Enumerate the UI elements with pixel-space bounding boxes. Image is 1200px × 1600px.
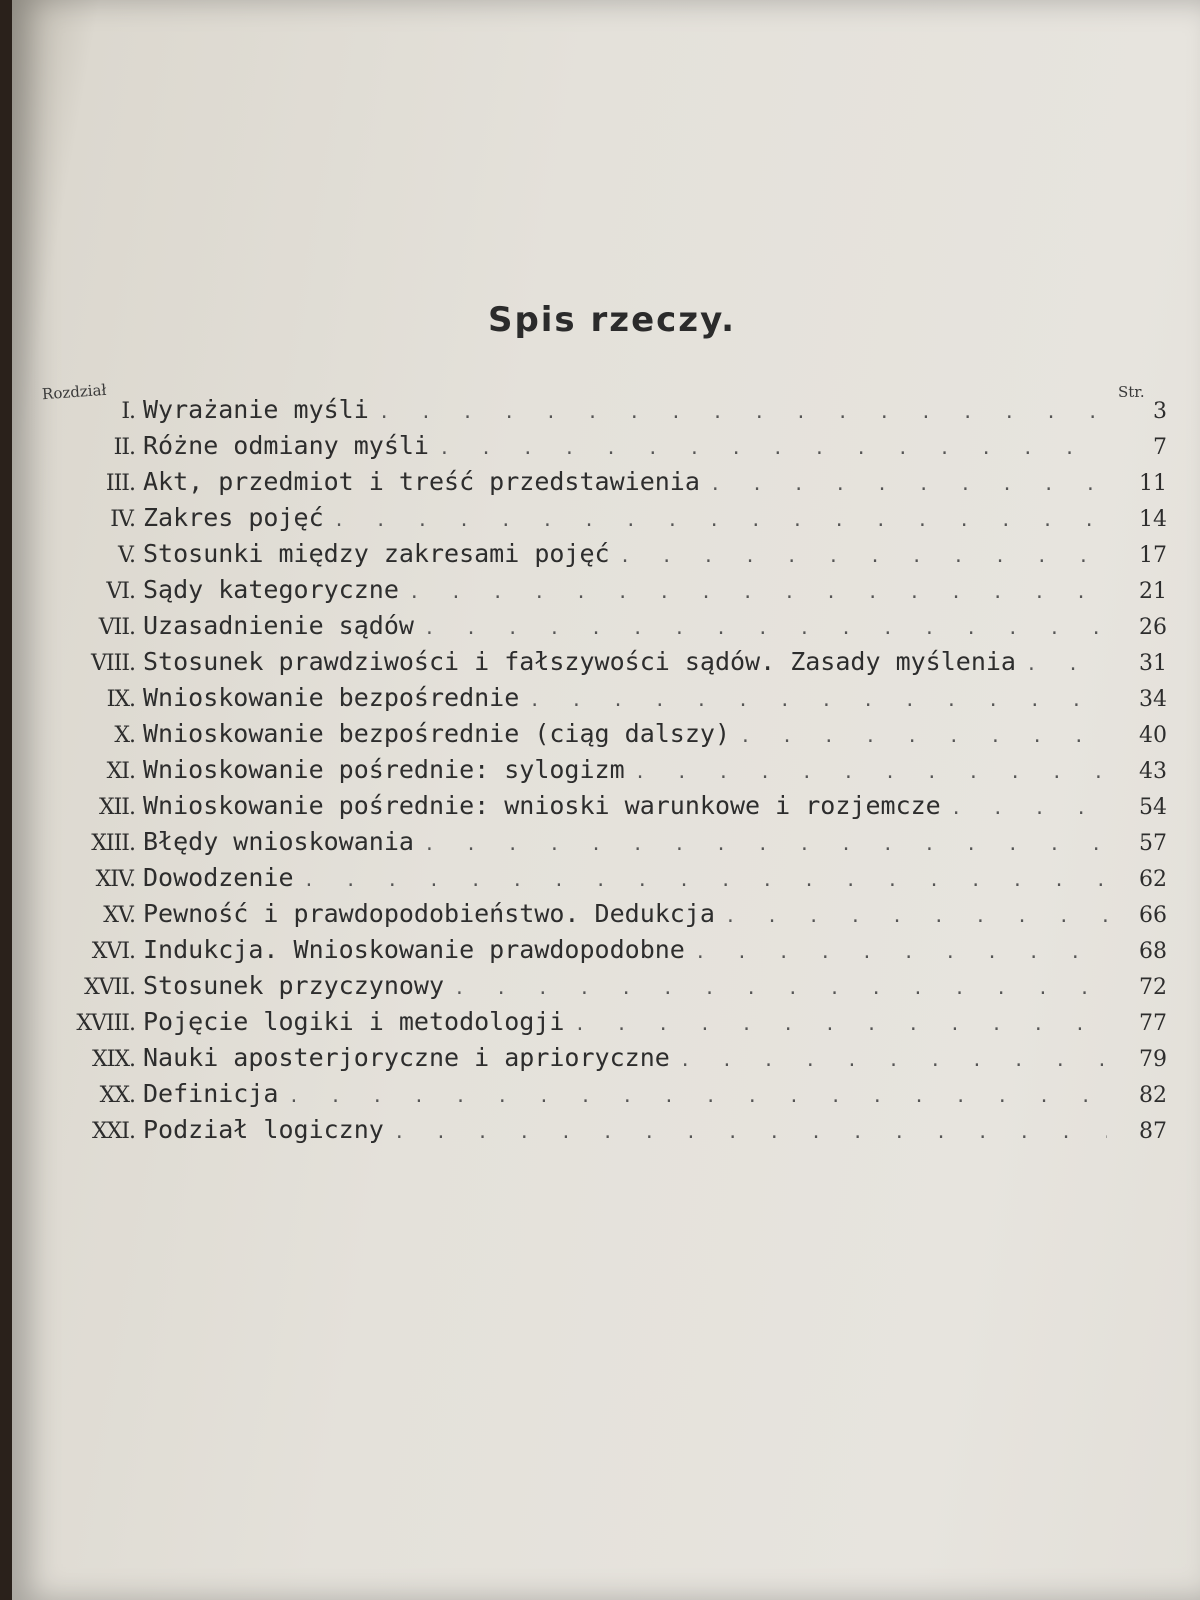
chapter-title: Zakres pojęć bbox=[143, 503, 324, 532]
page-number: 34 bbox=[1139, 687, 1167, 712]
dot-leader bbox=[620, 546, 1107, 567]
chapter-title: Indukcja. Wnioskowanie prawdopodobne bbox=[143, 935, 685, 964]
chapter-title: Uzasadnienie sądów bbox=[143, 611, 414, 640]
toc-entry bbox=[67, 395, 1167, 431]
chapter-number: II. bbox=[113, 435, 135, 460]
dot-leader bbox=[680, 1050, 1107, 1071]
page-number: 77 bbox=[1139, 1011, 1167, 1036]
toc-entry bbox=[67, 971, 1167, 1007]
page-number: 43 bbox=[1139, 759, 1167, 784]
dot-leader bbox=[574, 1014, 1107, 1035]
page-number: 68 bbox=[1139, 939, 1167, 964]
dot-leader bbox=[695, 942, 1107, 963]
toc-entry bbox=[67, 1115, 1167, 1151]
toc-entry bbox=[67, 1043, 1167, 1079]
toc-entry bbox=[67, 611, 1167, 647]
chapter-number: XIV. bbox=[95, 867, 135, 892]
page-number: 26 bbox=[1139, 615, 1167, 640]
chapter-title: Pewność i prawdopodobieństwo. Dedukcja bbox=[143, 899, 715, 928]
toc-entry bbox=[67, 683, 1167, 719]
page-number: 62 bbox=[1139, 867, 1167, 892]
dot-leader bbox=[409, 582, 1107, 603]
toc-entry bbox=[67, 1007, 1167, 1043]
chapter-number: XVI. bbox=[91, 939, 135, 964]
dot-leader bbox=[710, 474, 1107, 495]
chapter-title: Wnioskowanie bezpośrednie (ciąg dalszy) bbox=[143, 719, 730, 748]
page-number: 82 bbox=[1139, 1083, 1167, 1108]
chapter-title: Podział logiczny bbox=[143, 1115, 384, 1144]
page-number: 14 bbox=[1139, 507, 1167, 532]
chapter-number: III. bbox=[105, 471, 135, 496]
dot-leader bbox=[1026, 654, 1107, 675]
chapter-number: IV. bbox=[110, 507, 135, 532]
chapter-title: Dowodzenie bbox=[143, 863, 294, 892]
page-number: 31 bbox=[1139, 651, 1167, 676]
page-number: 40 bbox=[1139, 723, 1167, 748]
chapter-title: Stosunek prawdziwości i fałszywości sądów. Zasady myślenia bbox=[143, 647, 1016, 676]
page-number: 11 bbox=[1139, 471, 1167, 496]
chapter-number: XII. bbox=[98, 795, 135, 820]
dot-leader bbox=[394, 1122, 1107, 1143]
chapter-title: Definicja bbox=[143, 1079, 279, 1108]
toc-entry bbox=[67, 467, 1167, 503]
dot-leader bbox=[529, 690, 1107, 711]
toc-entry bbox=[67, 575, 1167, 611]
toc-entry bbox=[67, 863, 1167, 899]
toc-entry bbox=[67, 755, 1167, 791]
chapter-title: Nauki aposterjoryczne i aprioryczne bbox=[143, 1043, 670, 1072]
chapter-number: V. bbox=[117, 543, 135, 568]
chapter-number: XX. bbox=[99, 1083, 135, 1108]
dot-leader bbox=[424, 618, 1107, 639]
chapter-number: XV. bbox=[103, 903, 135, 928]
chapter-column-label: Rozdział bbox=[41, 380, 107, 404]
chapter-title: Akt, przedmiot i treść przedstawienia bbox=[143, 467, 700, 496]
chapter-number: XVIII. bbox=[76, 1011, 135, 1036]
page-column-label: Str. bbox=[1118, 383, 1145, 401]
chapter-title: Wnioskowanie pośrednie: wnioski warunkowe i rozjemcze bbox=[143, 791, 941, 820]
chapter-number: XVII. bbox=[84, 975, 135, 1000]
chapter-title: Różne odmiany myśli bbox=[143, 431, 429, 460]
dot-leader bbox=[424, 834, 1107, 855]
toc-entry bbox=[67, 539, 1167, 575]
page-number: 7 bbox=[1153, 435, 1167, 460]
toc-entry bbox=[67, 935, 1167, 971]
page-number: 54 bbox=[1139, 795, 1167, 820]
page-number: 79 bbox=[1139, 1047, 1167, 1072]
chapter-title: Stosunek przyczynowy bbox=[143, 971, 445, 1000]
chapter-title: Błędy wnioskowania bbox=[143, 827, 414, 856]
toc-entry bbox=[67, 431, 1167, 467]
page-number: 66 bbox=[1139, 903, 1167, 928]
book-page bbox=[12, 0, 1200, 1600]
chapter-number: XIII. bbox=[91, 831, 135, 856]
toc-entry bbox=[67, 1079, 1167, 1115]
dot-leader bbox=[304, 870, 1107, 891]
toc-entry bbox=[67, 791, 1167, 827]
chapter-title: Pojęcie logiki i metodologji bbox=[143, 1007, 565, 1036]
chapter-number: XIX. bbox=[91, 1047, 135, 1072]
chapter-title: Wnioskowanie bezpośrednie bbox=[143, 683, 520, 712]
dot-leader bbox=[439, 438, 1107, 459]
chapter-number: VII. bbox=[98, 615, 135, 640]
dot-leader bbox=[454, 978, 1107, 999]
page-title: Spis rzeczy. bbox=[487, 300, 737, 340]
dot-leader bbox=[288, 1086, 1107, 1107]
chapter-number: X. bbox=[114, 723, 135, 748]
page-number: 57 bbox=[1139, 831, 1167, 856]
toc-entry bbox=[67, 503, 1167, 539]
toc-entry bbox=[67, 899, 1167, 935]
chapter-title: Wnioskowanie pośrednie: sylogizm bbox=[143, 755, 625, 784]
page-number: 72 bbox=[1139, 975, 1167, 1000]
toc-entry bbox=[67, 647, 1167, 683]
chapter-number: XXI. bbox=[91, 1119, 135, 1144]
chapter-title: Stosunki między zakresami pojęć bbox=[143, 539, 610, 568]
chapter-number: IX. bbox=[106, 687, 135, 712]
page-number: 21 bbox=[1139, 579, 1167, 604]
chapter-title: Sądy kategoryczne bbox=[143, 575, 399, 604]
chapter-number: I. bbox=[121, 399, 135, 424]
page-number: 87 bbox=[1139, 1119, 1167, 1144]
page-number: 3 bbox=[1153, 399, 1167, 424]
page-number: 17 bbox=[1139, 543, 1167, 568]
dot-leader bbox=[740, 726, 1107, 747]
chapter-number: VIII. bbox=[91, 651, 135, 676]
table-of-contents bbox=[67, 395, 1167, 1151]
dot-leader bbox=[635, 762, 1107, 783]
dot-leader bbox=[334, 510, 1107, 531]
dot-leader bbox=[725, 906, 1107, 927]
chapter-number: VI. bbox=[106, 579, 135, 604]
toc-entry bbox=[67, 719, 1167, 755]
chapter-title: Wyrażanie myśli bbox=[143, 395, 369, 424]
toc-entry bbox=[67, 827, 1167, 863]
dot-leader bbox=[951, 798, 1107, 819]
chapter-number: XI. bbox=[106, 759, 135, 784]
dot-leader bbox=[379, 402, 1107, 423]
